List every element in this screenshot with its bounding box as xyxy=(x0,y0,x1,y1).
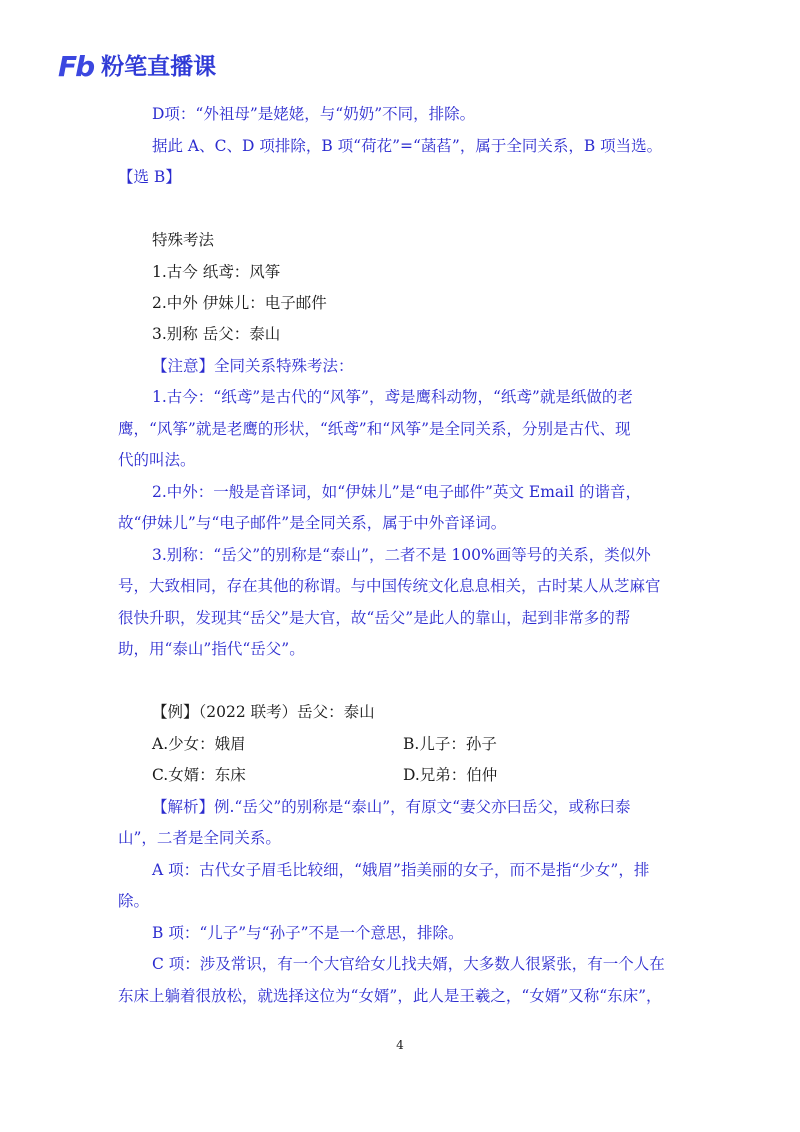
option-a: A.少女：娥眉 xyxy=(152,735,246,753)
analysis-line: 山”，二者是全同关系。 xyxy=(118,829,281,847)
text-line: 很快升职，发现其“岳父”是大官，故“岳父”是此人的靠山，起到非常多的帮 xyxy=(118,609,631,627)
list-item: 3.别称 岳父：泰山 xyxy=(152,325,281,343)
answer-tag: 【选 B】 xyxy=(118,168,181,186)
brand-name: 粉笔直播课 xyxy=(101,54,217,80)
section-heading: 特殊考法 xyxy=(152,231,215,249)
brand-logo xyxy=(58,52,216,82)
page-number: 4 xyxy=(396,1038,404,1052)
analysis-line: C 项：涉及常识，有一个大官给女儿找夫婿，大多数人很紧张，有一个人在 xyxy=(152,955,665,973)
example-heading: 【例】（2022 联考）岳父：泰山 xyxy=(152,703,375,721)
analysis-line: 东床上躺着很放松，就选择这位为“女婿”，此人是王羲之，“女婿”又称“东床”， xyxy=(118,987,662,1005)
text-line: 故“伊妹儿”与“电子邮件”是全同关系，属于中外音译词。 xyxy=(118,514,507,532)
text-line: 2.中外：一般是音译词，如“伊妹儿”是“电子邮件”英文 Email 的谐音， xyxy=(152,483,642,501)
analysis-line: A 项：古代女子眉毛比较细，“娥眉”指美丽的女子，而不是指“少女”，排 xyxy=(152,861,650,879)
option-c: C.女婿：东床 xyxy=(152,766,246,784)
list-item: 1.古今 纸鸢：风筝 xyxy=(152,263,281,281)
text-line: D项：“外祖母”是姥姥，与“奶奶”不同，排除。 xyxy=(152,105,476,123)
text-line: 助，用“泰山”指代“岳父”。 xyxy=(118,640,305,658)
text-line: 3.别称：“岳父”的别称是“泰山”，二者不是 100%画等号的关系，类似外 xyxy=(152,546,651,564)
analysis-line: 【解析】例.“岳父”的别称是“泰山”，有原文“妻父亦曰岳父，或称曰泰 xyxy=(152,798,631,816)
note-heading: 【注意】全同关系特殊考法： xyxy=(152,357,354,375)
option-b: B.儿子：孙子 xyxy=(403,735,497,753)
text-line: 据此 A、C、D 项排除，B 项“荷花”=“菡萏”，属于全同关系，B 项当选。 xyxy=(152,137,663,155)
list-item: 2.中外 伊妹儿：电子邮件 xyxy=(152,294,327,312)
text-line: 1.古今：“纸鸢”是古代的“风筝”，鸢是鹰科动物，“纸鸢”就是纸做的老 xyxy=(152,388,633,406)
text-line: 代的叫法。 xyxy=(118,451,196,469)
analysis-line: B 项：“儿子”与“孙子”不是一个意思，排除。 xyxy=(152,924,464,942)
analysis-line: 除。 xyxy=(118,892,150,910)
text-line: 鹰，“风筝”就是老鹰的形状，“纸鸢”和“风筝”是全同关系，分别是古代、现 xyxy=(118,420,631,438)
option-d: D.兄弟：伯仲 xyxy=(403,766,498,784)
brand-mark: Fb xyxy=(58,50,94,83)
text-line: 号，大致相同，存在其他的称谓。与中国传统文化息息相关，古时某人从芝麻官 xyxy=(118,577,661,595)
